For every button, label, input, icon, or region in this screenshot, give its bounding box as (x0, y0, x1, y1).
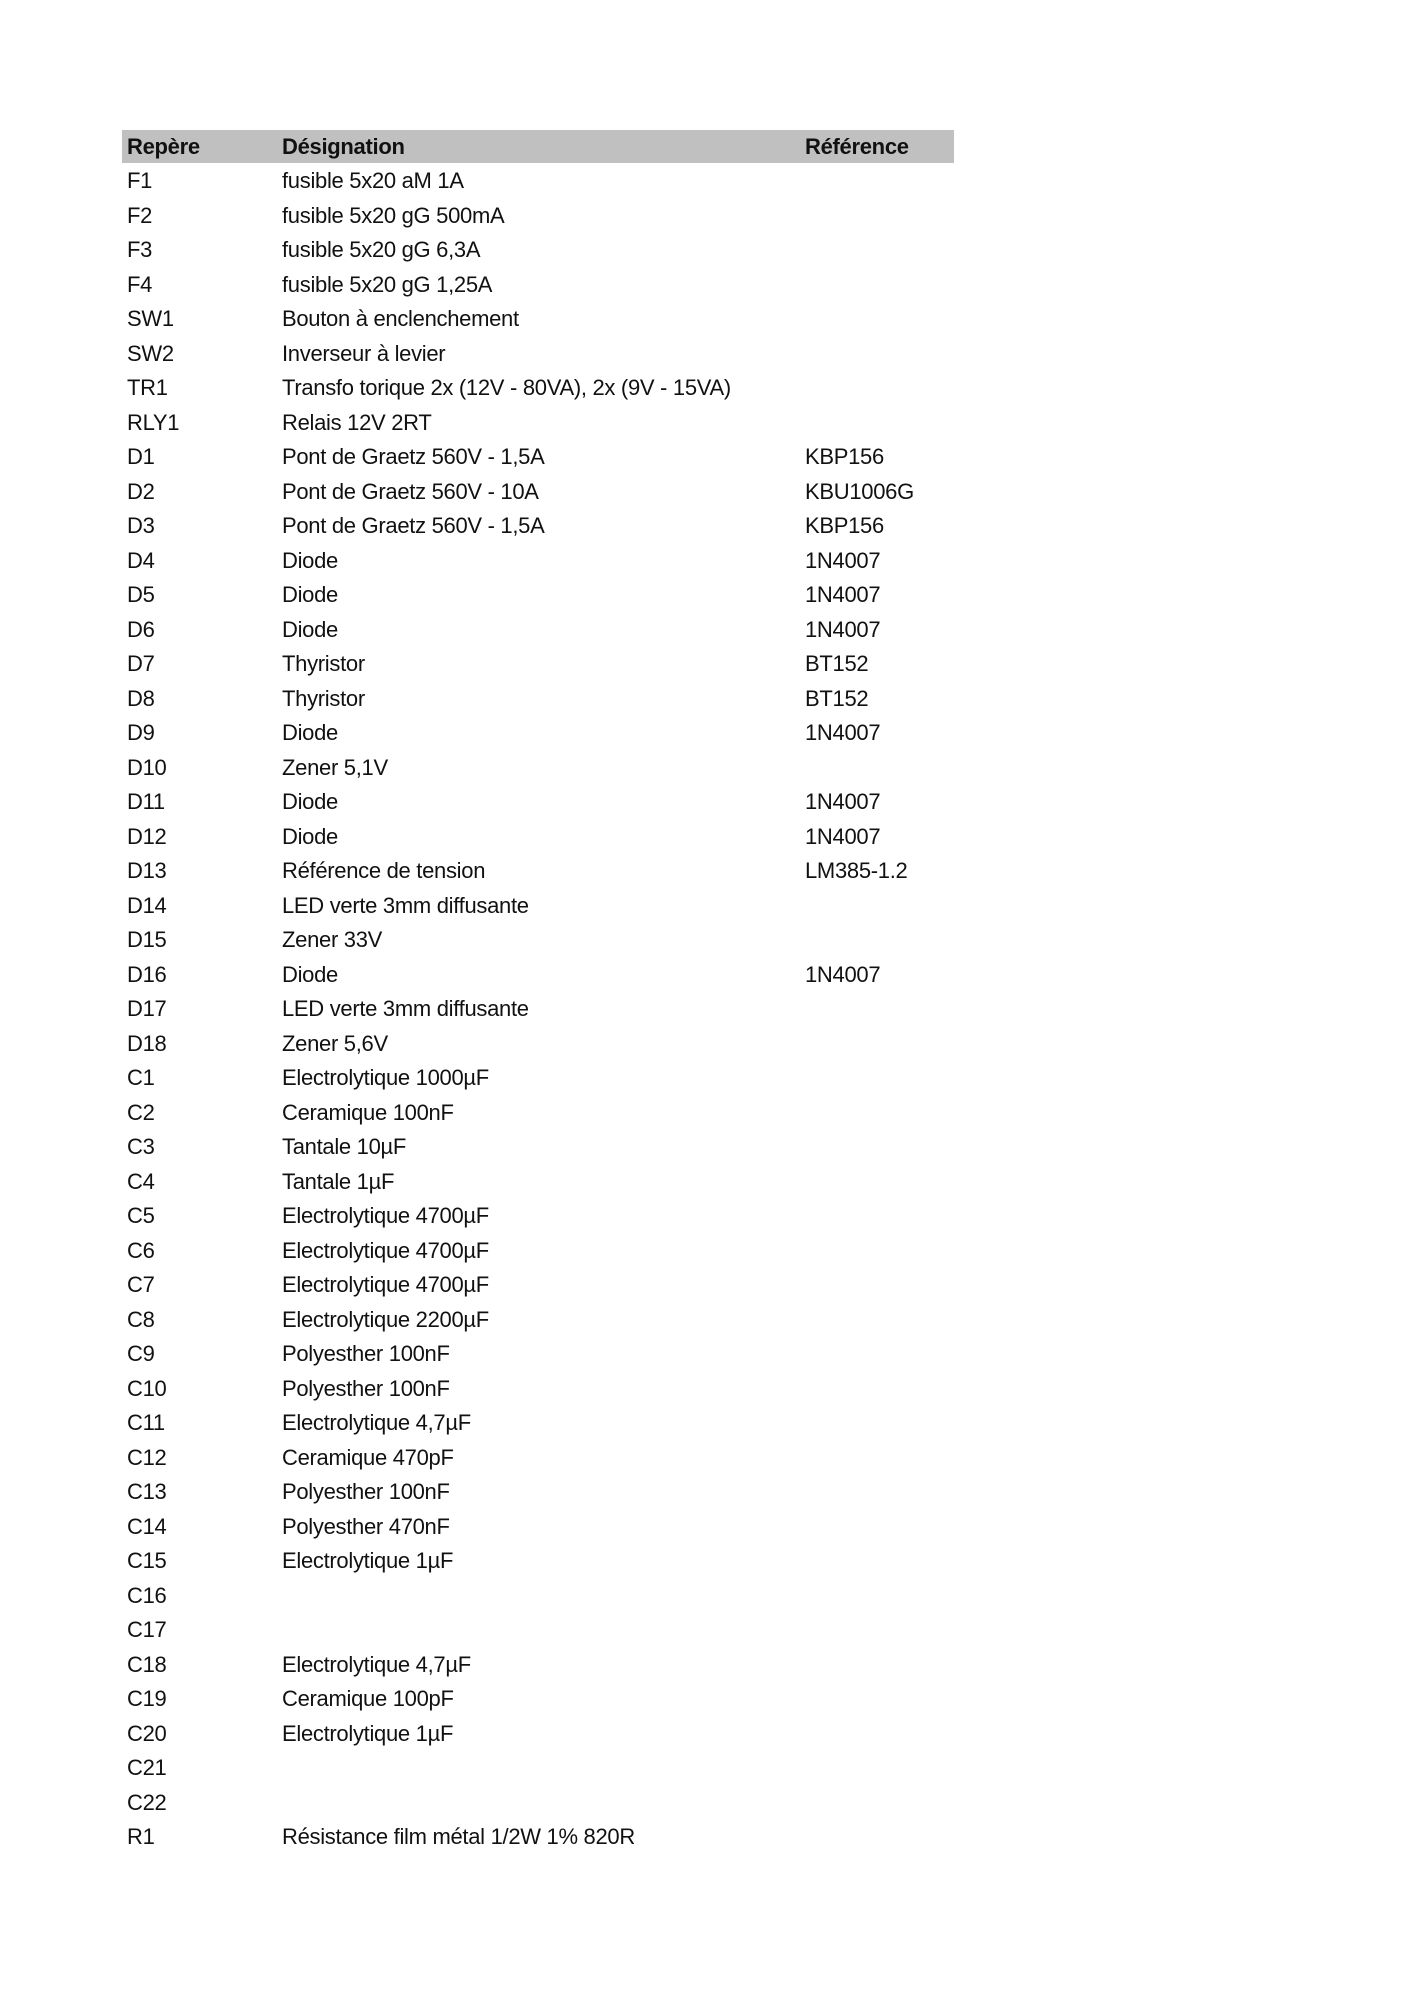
cell-repere: C6 (127, 1237, 155, 1263)
cell-reference: 1N4007 (805, 582, 881, 607)
table-row (122, 371, 954, 406)
table-row (122, 440, 954, 475)
cell-designation: Electrolytique 4700µF (282, 1272, 489, 1297)
table-row (122, 992, 954, 1027)
cell-designation: Polyesther 100nF (282, 1375, 450, 1401)
cell-repere: D4 (127, 547, 155, 573)
cell-reference: 1N4007 (805, 547, 881, 573)
cell-repere: D6 (127, 616, 155, 642)
parts-list-table (122, 130, 954, 1855)
table-row (122, 716, 954, 751)
cell-designation: Ceramique 100pF (282, 1686, 454, 1711)
table-row (122, 544, 954, 579)
table-row (122, 1751, 954, 1786)
cell-repere: C11 (127, 1410, 165, 1435)
cell-designation: Electrolytique 4700µF (282, 1203, 489, 1228)
cell-reference: KBU1006G (805, 478, 914, 504)
cell-designation: LED verte 3mm diffusante (282, 996, 529, 1021)
table-row (122, 1234, 954, 1269)
cell-repere: C4 (127, 1168, 155, 1194)
cell-designation: Pont de Graetz 560V - 1,5A (282, 444, 545, 469)
cell-repere: R1 (127, 1824, 155, 1849)
cell-repere: F1 (127, 168, 153, 193)
cell-repere: C22 (127, 1789, 167, 1815)
table-row (122, 1027, 954, 1062)
cell-repere: TR1 (127, 375, 168, 400)
cell-reference: KBP156 (805, 513, 884, 538)
cell-reference: BT152 (805, 685, 869, 711)
cell-repere: C20 (127, 1720, 167, 1746)
table-body (122, 164, 954, 1855)
table-row (122, 889, 954, 924)
table-row (122, 1096, 954, 1131)
cell-repere: C17 (127, 1617, 167, 1642)
table-row (122, 406, 954, 441)
cell-repere: C10 (127, 1375, 167, 1401)
table-row (122, 1544, 954, 1579)
cell-repere: D12 (127, 823, 167, 849)
cell-designation: Diode (282, 616, 338, 642)
cell-repere: C18 (127, 1651, 167, 1677)
cell-designation: Zener 33V (282, 927, 383, 952)
table-row (122, 1268, 954, 1303)
cell-designation: fusible 5x20 aM 1A (282, 168, 464, 193)
cell-repere: C2 (127, 1099, 155, 1125)
cell-designation: Electrolytique 4,7µF (282, 1410, 471, 1435)
table-row (122, 268, 954, 303)
cell-repere: D1 (127, 444, 155, 469)
table-row (122, 682, 954, 717)
cell-designation: Polyesther 470nF (282, 1513, 450, 1539)
table-row (122, 1303, 954, 1338)
table-row (122, 1820, 954, 1855)
cell-designation: Electrolytique 2200µF (282, 1306, 489, 1332)
table-row (122, 1337, 954, 1372)
table-header-row (122, 130, 954, 163)
cell-repere: D9 (127, 720, 155, 745)
table-row (122, 199, 954, 234)
table-row (122, 1682, 954, 1717)
table-row (122, 1717, 954, 1752)
cell-repere: C16 (127, 1582, 167, 1608)
table-row (122, 475, 954, 510)
cell-repere: D5 (127, 582, 155, 607)
cell-repere: C5 (127, 1203, 155, 1228)
cell-repere: D2 (127, 478, 155, 504)
cell-repere: D11 (127, 789, 165, 814)
cell-designation: Diode (282, 961, 338, 987)
cell-designation: Résistance film métal 1/2W 1% 820R (282, 1824, 635, 1849)
cell-repere: D13 (127, 858, 167, 883)
table-row (122, 164, 954, 199)
table-row (122, 1165, 954, 1200)
table-row (122, 613, 954, 648)
cell-designation: Electrolytique 4,7µF (282, 1651, 471, 1677)
table-row (122, 923, 954, 958)
cell-reference: 1N4007 (805, 789, 881, 814)
table-row (122, 337, 954, 372)
table-row (122, 751, 954, 786)
cell-designation: Inverseur à levier (282, 340, 446, 366)
cell-repere: F2 (127, 202, 153, 228)
table-row (122, 1510, 954, 1545)
table-row (122, 1199, 954, 1234)
cell-reference: BT152 (805, 651, 869, 676)
cell-designation: Bouton à enclenchement (282, 306, 519, 331)
cell-designation: Diode (282, 547, 338, 573)
cell-repere: D14 (127, 892, 167, 918)
cell-repere: C14 (127, 1513, 167, 1539)
cell-repere: D15 (127, 927, 167, 952)
table-row (122, 578, 954, 613)
cell-repere: D10 (127, 754, 167, 780)
table-row (122, 1475, 954, 1510)
cell-repere: C7 (127, 1272, 155, 1297)
cell-repere: C9 (127, 1341, 155, 1366)
cell-designation: Tantale 1µF (282, 1168, 395, 1194)
cell-designation: Diode (282, 582, 338, 607)
table-row (122, 785, 954, 820)
table-row (122, 1130, 954, 1165)
cell-designation: Référence de tension (282, 858, 486, 883)
cell-repere: D17 (127, 996, 167, 1021)
table-row (122, 509, 954, 544)
table-row (122, 1406, 954, 1441)
cell-reference: 1N4007 (805, 616, 881, 642)
cell-reference: 1N4007 (805, 823, 881, 849)
cell-repere: SW1 (127, 306, 174, 331)
cell-designation: Polyesther 100nF (282, 1341, 450, 1366)
cell-designation: Pont de Graetz 560V - 10A (282, 478, 539, 504)
cell-designation: Diode (282, 720, 338, 745)
cell-designation: Electrolytique 1000µF (282, 1065, 489, 1090)
cell-designation: Relais 12V 2RT (282, 409, 432, 435)
cell-reference: LM385-1.2 (805, 858, 908, 883)
cell-designation: fusible 5x20 gG 6,3A (282, 237, 481, 262)
cell-designation: Tantale 10µF (282, 1134, 407, 1159)
table-row (122, 820, 954, 855)
table-row (122, 1786, 954, 1821)
table-row (122, 302, 954, 337)
cell-repere: SW2 (127, 340, 174, 366)
cell-designation: Diode (282, 823, 338, 849)
cell-repere: D18 (127, 1030, 167, 1056)
cell-designation: Ceramique 100nF (282, 1099, 454, 1125)
cell-repere: C21 (127, 1755, 167, 1780)
table-row (122, 1061, 954, 1096)
table-row (122, 958, 954, 993)
cell-designation: Diode (282, 789, 338, 814)
cell-reference: 1N4007 (805, 961, 881, 987)
table-row (122, 1579, 954, 1614)
cell-designation: Ceramique 470pF (282, 1444, 454, 1470)
cell-designation: Transfo torique 2x (12V - 80VA), 2x (9V - 15VA) (282, 375, 731, 400)
column-header-repere: Repère (127, 134, 200, 159)
cell-designation: fusible 5x20 gG 1,25A (282, 271, 493, 297)
cell-repere: RLY1 (127, 409, 180, 435)
cell-repere: D3 (127, 513, 155, 538)
cell-repere: D16 (127, 961, 167, 987)
cell-designation: Electrolytique 4700µF (282, 1237, 489, 1263)
cell-designation: Zener 5,1V (282, 754, 388, 780)
cell-designation: Electrolytique 1µF (282, 1548, 454, 1573)
cell-designation: Pont de Graetz 560V - 1,5A (282, 513, 545, 538)
cell-repere: C19 (127, 1686, 167, 1711)
cell-designation: LED verte 3mm diffusante (282, 892, 529, 918)
cell-reference: 1N4007 (805, 720, 881, 745)
cell-repere: D8 (127, 685, 155, 711)
table-row (122, 854, 954, 889)
cell-designation: Thyristor (282, 651, 365, 676)
cell-repere: F3 (127, 237, 153, 262)
table-row (122, 233, 954, 268)
cell-reference: KBP156 (805, 444, 884, 469)
cell-designation: Thyristor (282, 685, 365, 711)
column-header-designation: Désignation (282, 134, 405, 159)
cell-repere: C15 (127, 1548, 167, 1573)
table-row (122, 1648, 954, 1683)
cell-repere: C12 (127, 1444, 167, 1470)
cell-designation: Zener 5,6V (282, 1030, 388, 1056)
cell-repere: C1 (127, 1065, 155, 1090)
cell-repere: F4 (127, 271, 153, 297)
cell-repere: C13 (127, 1479, 167, 1504)
cell-designation: Polyesther 100nF (282, 1479, 450, 1504)
cell-designation: Electrolytique 1µF (282, 1720, 454, 1746)
table-row (122, 1613, 954, 1648)
table-row (122, 1372, 954, 1407)
column-header-reference: Référence (805, 134, 909, 159)
table-row (122, 647, 954, 682)
cell-repere: D7 (127, 651, 155, 676)
cell-repere: C3 (127, 1134, 155, 1159)
cell-repere: C8 (127, 1306, 155, 1332)
cell-designation: fusible 5x20 gG 500mA (282, 202, 505, 228)
table-row (122, 1441, 954, 1476)
